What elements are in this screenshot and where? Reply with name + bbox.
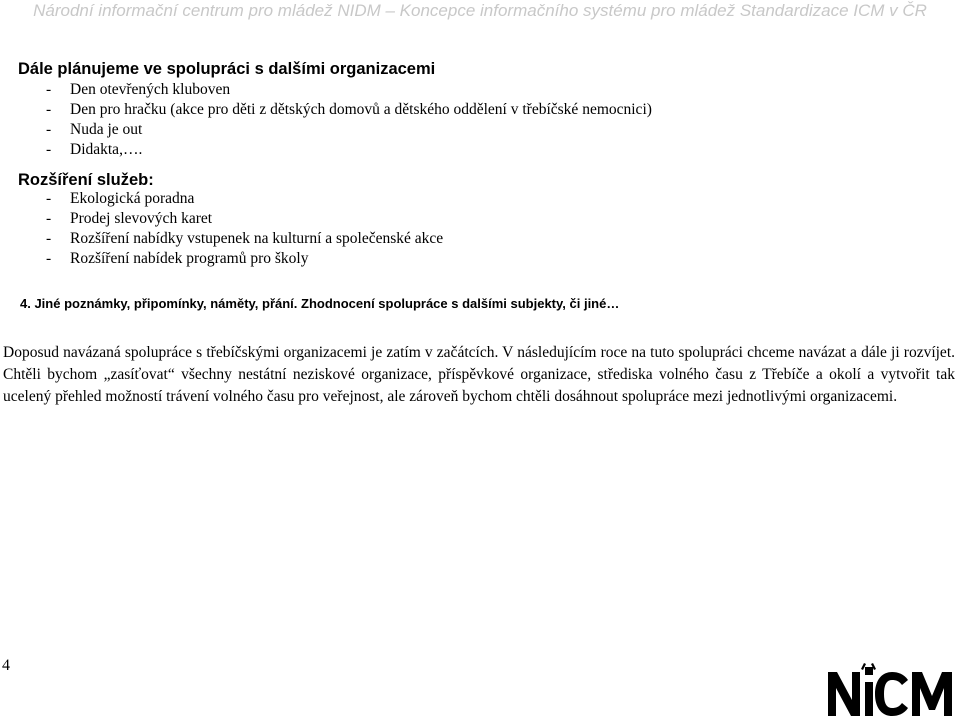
question-heading: 4. Jiné poznámky, připomínky, náměty, přání. Zhodnocení spolupráce s dalšími subjekty, či jiné… <box>20 296 620 311</box>
list-item: - Rozšíření nabídky vstupenek na kulturní a společenské akce <box>46 230 444 247</box>
list-item: - Den otevřených kluboven <box>46 81 231 98</box>
list-item: - Den pro hračku (akce pro děti z dětských domovů a dětského oddělení v třebíčské nemocnici) <box>46 101 652 118</box>
list-item: - Nuda je out <box>46 121 143 138</box>
page-header: Národní informační centrum pro mládež NIDM – Koncepce informačního systému pro mládež Standardizace ICM v ČR <box>33 1 927 20</box>
plans-list <box>46 80 652 160</box>
list-item: - Didakta,…. <box>46 141 143 158</box>
body-paragraph: Doposud navázaná spolupráce s třebíčskými organizacemi je zatím v začátcích. V následujícím roce na tuto spolupráci chceme navázat a dále ji rozvíjet. Chtěli bychom „zasíťovat“ všechny nestátní neziskové organizace, příspěvkové organizace, střediska volného času z Třebíče a okolí a vytvořit tak ucelený přehled možností trávení volného času pro veřejnost, ale zároveň bychom chtěli dosáhnout spolupráce mezi jednotlivými organizacemi. <box>3 344 955 405</box>
services-list <box>46 189 443 269</box>
plans-title: Dále plánujeme ve spolupráci s dalšími organizacemi <box>18 60 436 78</box>
page-number: 4 <box>2 657 10 674</box>
list-item: - Ekologická poradna <box>46 190 195 207</box>
nicm-logo-icon <box>826 660 960 720</box>
list-item: - Prodej slevových karet <box>46 210 213 227</box>
list-item: - Rozšíření nabídek programů pro školy <box>46 250 309 267</box>
services-title: Rozšíření služeb: <box>18 171 154 189</box>
